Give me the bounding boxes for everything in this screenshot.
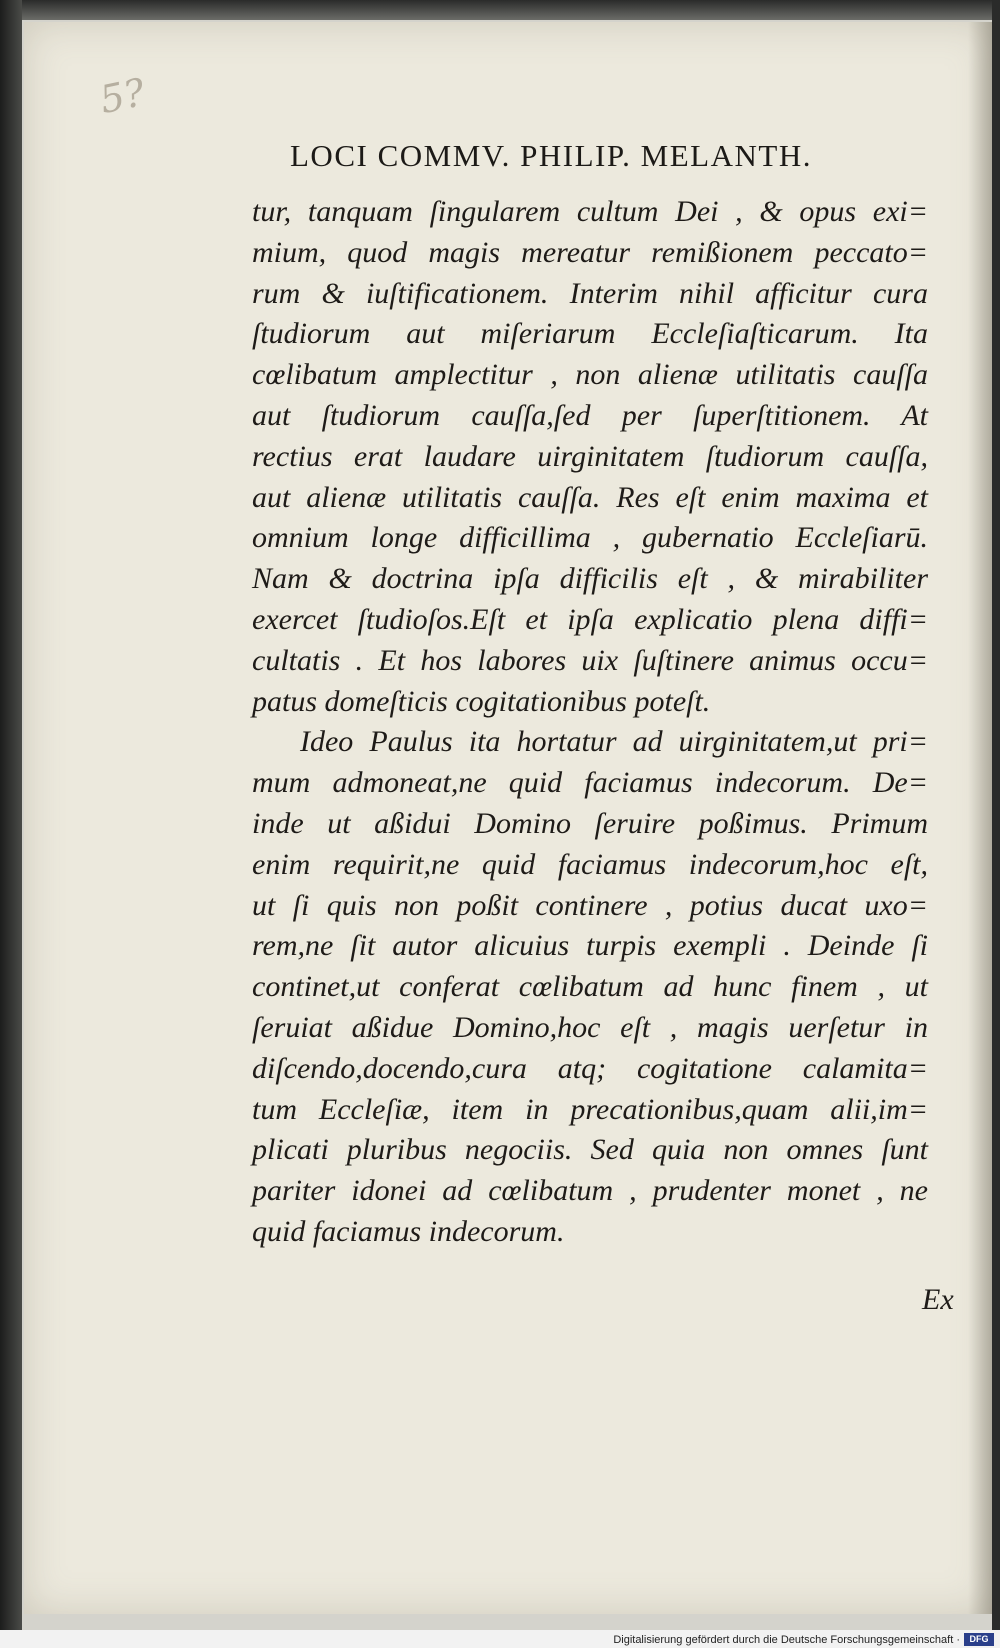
funding-credit: Digitalisierung gefördert durch die Deutsche Forschungsgemeinschaft ·	[613, 1634, 960, 1646]
text-line: aut ſtudiorum cauſſa,ſed per ſuperſtitionem. At	[252, 398, 928, 432]
text-line: rectius erat laudare uirginitatem ſtudiorum cauſſa,	[252, 439, 928, 473]
text-line: cœlibatum amplectitur , non alienæ utilitatis cauſſa	[252, 358, 928, 392]
text-line: omnium longe difficillima , gubernatio Eccleſiarū.	[252, 521, 928, 555]
text-line: tur, tanquam ſingularem cultum Dei , & opus exi=	[252, 195, 928, 228]
text-line: continet,ut conferat cœlibatum ad hunc finem , ut	[252, 970, 928, 1004]
text-line: diſcendo,docendo,cura atq; cogitatione calamita=	[252, 1051, 928, 1085]
text-line: exercet ſtudioſos.Eſt et ipſa explicatio plena diffi=	[252, 602, 928, 636]
catchword: Ex	[922, 1283, 954, 1316]
dfg-logo: DFG	[964, 1633, 994, 1646]
body-text	[252, 192, 928, 1253]
text-line: rum & iuſtificationem. Interim nihil afficitur cura	[252, 276, 928, 310]
text-line: inde ut aßidui Domino ſeruire poßimus. Primum	[252, 806, 928, 840]
text-line: patus domeſticis cogitationibus poteſt.	[252, 684, 711, 718]
text-line: ſtudiorum aut miſeriarum Eccleſiaſticarum. Ita	[252, 317, 928, 351]
text-line: quid faciamus indecorum.	[252, 1214, 565, 1248]
text-line: cultatis . Et hos labores uix ſuſtinere animus occu=	[252, 643, 928, 677]
page-gutter-shadow	[968, 22, 992, 1614]
text-line: Ideo Paulus ita hortatur ad uirginitatem,ut pri=	[300, 725, 928, 759]
text-line: ſeruiat aßidue Domino,hoc eſt , magis uerſetur in	[252, 1010, 928, 1044]
text-line: aut alienæ utilitatis cauſſa. Res eſt enim maxima et	[252, 480, 928, 514]
scan-left-edge	[0, 0, 22, 1630]
text-line: rem,ne ſit autor alicuius turpis exempli . Deinde ſi	[252, 929, 928, 963]
scan-right-edge	[992, 0, 1000, 1630]
text-line: enim requirit,ne quid faciamus indecorum,hoc eſt,	[252, 847, 928, 881]
footer-bar	[0, 1630, 1000, 1648]
text-line: tum Eccleſiæ, item in precationibus,quam alii,im=	[252, 1092, 928, 1126]
scan-top-edge	[0, 0, 1000, 20]
text-line: ut ſi quis non poßit continere , potius ducat uxo=	[252, 888, 928, 922]
text-line: plicati pluribus negociis. Sed quia non omnes ſunt	[252, 1133, 928, 1167]
running-head: LOCI COMMV. PHILIP. MELANTH.	[290, 138, 812, 173]
text-line: mum admoneat,ne quid faciamus indecorum. De=	[252, 766, 928, 800]
text-line: mium, quod magis mereatur remißionem peccato=	[252, 235, 928, 269]
text-line: Nam & doctrina ipſa difficilis eſt , & mirabiliter	[252, 562, 928, 596]
pencil-annotation: 5?	[95, 69, 149, 123]
text-line: pariter idonei ad cœlibatum , prudenter monet , ne	[252, 1174, 928, 1208]
